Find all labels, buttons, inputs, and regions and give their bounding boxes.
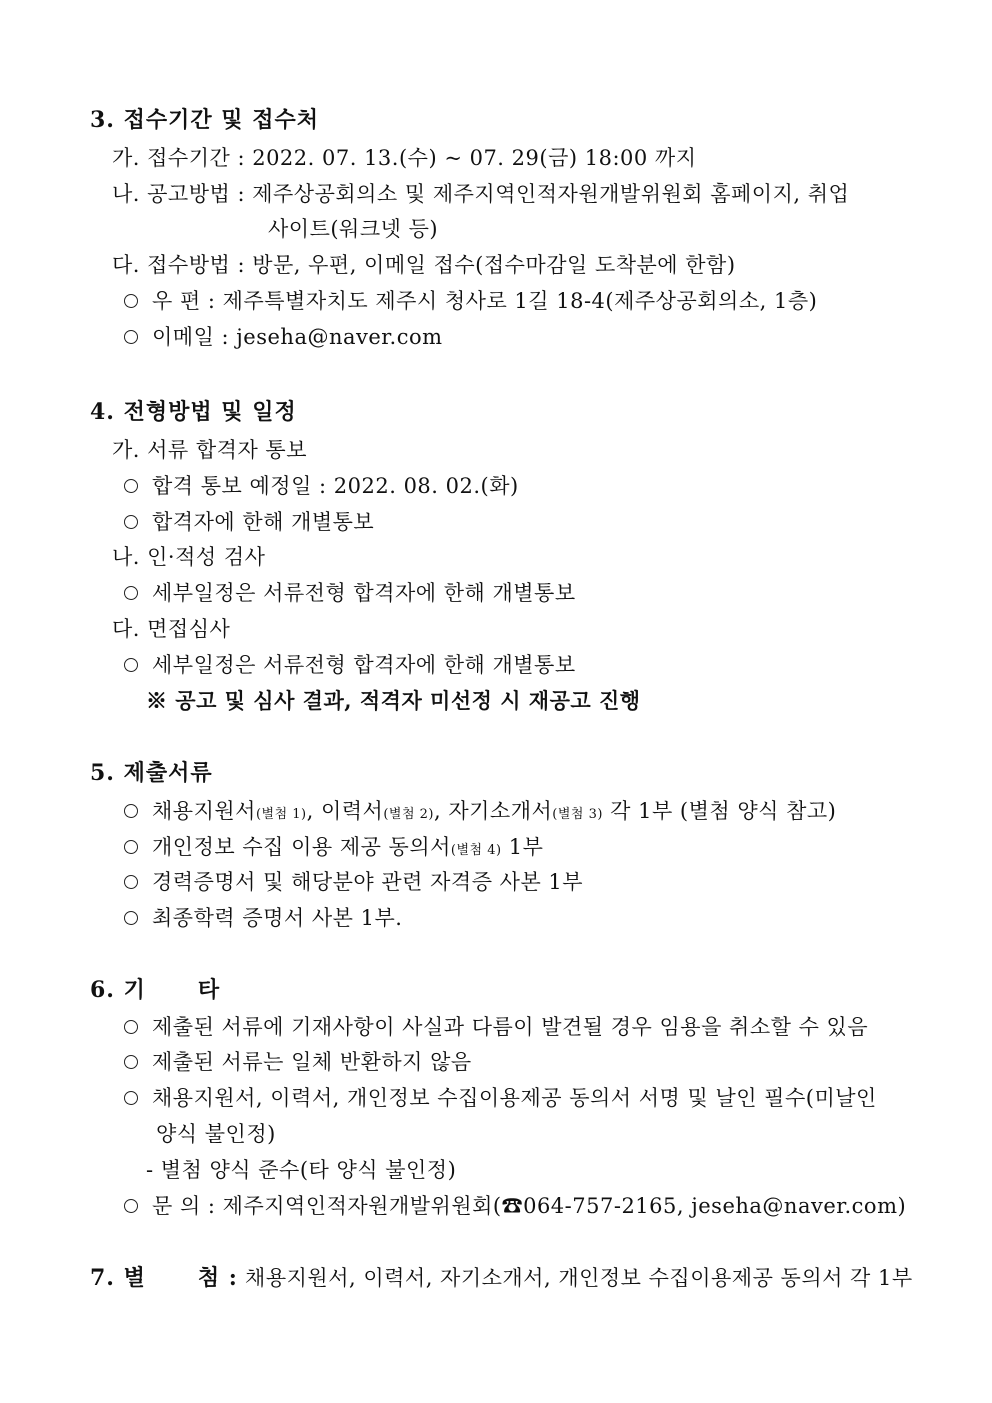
section-4-title: 4. 전형방법 및 일정 [90,399,297,425]
circle-bullet-icon [124,330,138,344]
attachment-2-note: (별첨 2) [383,807,434,822]
doc-item-2 [124,832,543,866]
etc-form-note: - 별첨 양식 준수(타 양식 불인정) [146,1158,457,1182]
announcement-method-cont: 사이트(워크넷 등) [268,217,439,241]
section-6-title: 6. 기 타 [90,977,221,1003]
circle-bullet-icon [124,515,138,529]
individual-notice: 합격자에 한해 개별통보 [152,510,375,534]
section-7-text: 채용지원서, 이력서, 자기소개서, 개인정보 수집이용제공 동의서 각 1부 [237,1266,913,1290]
circle-bullet-icon [124,840,138,854]
aptitude-test: 나. 인·적성 검사 [112,545,266,569]
interview-detail: 세부일정은 서류전형 합격자에 한해 개별통보 [152,653,576,677]
circle-bullet-icon [124,911,138,925]
attachment-3-note: (별첨 3) [552,807,603,822]
etc-no-return: 제출된 서류는 일체 반환하지 않음 [152,1050,472,1074]
etc-signature-cont: 양식 불인정) [156,1122,276,1146]
post-address-item [124,286,817,316]
email-item [124,322,443,352]
section-7-label: 7. 별 첨 : [90,1265,238,1291]
doc-application: 채용지원서 [152,799,256,823]
etc-item-1 [124,1012,868,1042]
etc-signature: 채용지원서, 이력서, 개인정보 수집이용제공 동의서 서명 및 날인 필수(미날인 [152,1086,877,1110]
doc-count: 각 1부 (별첨 양식 참고) [602,799,837,823]
etc-item-3 [124,1083,877,1113]
etc-cancel-note: 제출된 서류에 기재사항이 사실과 다름이 발견될 경우 임용을 취소할 수 있음 [152,1015,869,1039]
circle-bullet-icon [124,1091,138,1105]
individual-notice-item [124,507,374,537]
etc-contact: 문 의 : 제주지역인적자원개발위원회(☎064-757-2165, jeseha@naver.com) [152,1194,907,1218]
interview-detail-item [124,650,576,680]
circle-bullet-icon [124,1020,138,1034]
circle-bullet-icon [124,479,138,493]
pass-date: 합격 통보 예정일 : 2022. 08. 02.(화) [152,474,519,498]
doc-item-4 [124,903,402,933]
attachment-1-note: (별첨 1) [255,807,307,822]
circle-bullet-icon [124,875,138,889]
doc-career: 경력증명서 및 해당분야 관련 자격증 사본 1부 [152,870,584,894]
circle-bullet-icon [124,586,138,600]
section-7 [90,1263,913,1293]
doc-self-intro: , 자기소개서 [434,799,553,823]
etc-item-2 [124,1047,472,1077]
document-pass-notice: 가. 서류 합격자 통보 [112,438,307,462]
doc-privacy: 개인정보 수집 이용 제공 동의서 [152,835,451,859]
doc-resume: , 이력서 [306,799,384,823]
circle-bullet-icon [124,1199,138,1213]
aptitude-detail-item [124,578,576,608]
circle-bullet-icon [124,804,138,818]
reannouncement-note: ※ 공고 및 심사 결과, 적격자 미선정 시 재공고 진행 [146,688,641,713]
doc-item-3 [124,867,583,897]
doc-education: 최종학력 증명서 사본 1부. [152,906,403,930]
announcement-method: 나. 공고방법 : 제주상공회의소 및 제주지역인적자원개발위원회 홈페이지, 취업 [112,182,850,206]
section-3-title: 3. 접수기간 및 접수처 [90,107,319,133]
etc-contact-item [124,1191,906,1221]
circle-bullet-icon [124,294,138,308]
doc-item-1 [124,796,836,830]
attachment-4-note: (별첨 4) [450,843,502,858]
email-address: 이메일 : jeseha@naver.com [152,325,443,349]
circle-bullet-icon [124,1055,138,1069]
doc-privacy-count: 1부 [501,835,544,859]
interview: 다. 면접심사 [112,617,231,641]
post-address: 우 편 : 제주특별자치도 제주시 청사로 1길 18-4(제주상공회의소, 1층) [152,289,818,313]
aptitude-detail: 세부일정은 서류전형 합격자에 한해 개별통보 [152,581,576,605]
section-5-title: 5. 제출서류 [90,760,213,786]
reception-method: 다. 접수방법 : 방문, 우편, 이메일 접수(접수마감일 도착분에 한함) [112,253,736,277]
pass-date-item [124,471,519,501]
circle-bullet-icon [124,658,138,672]
reception-period: 가. 접수기간 : 2022. 07. 13.(수) ~ 07. 29(금) 18:00 까지 [112,146,697,170]
